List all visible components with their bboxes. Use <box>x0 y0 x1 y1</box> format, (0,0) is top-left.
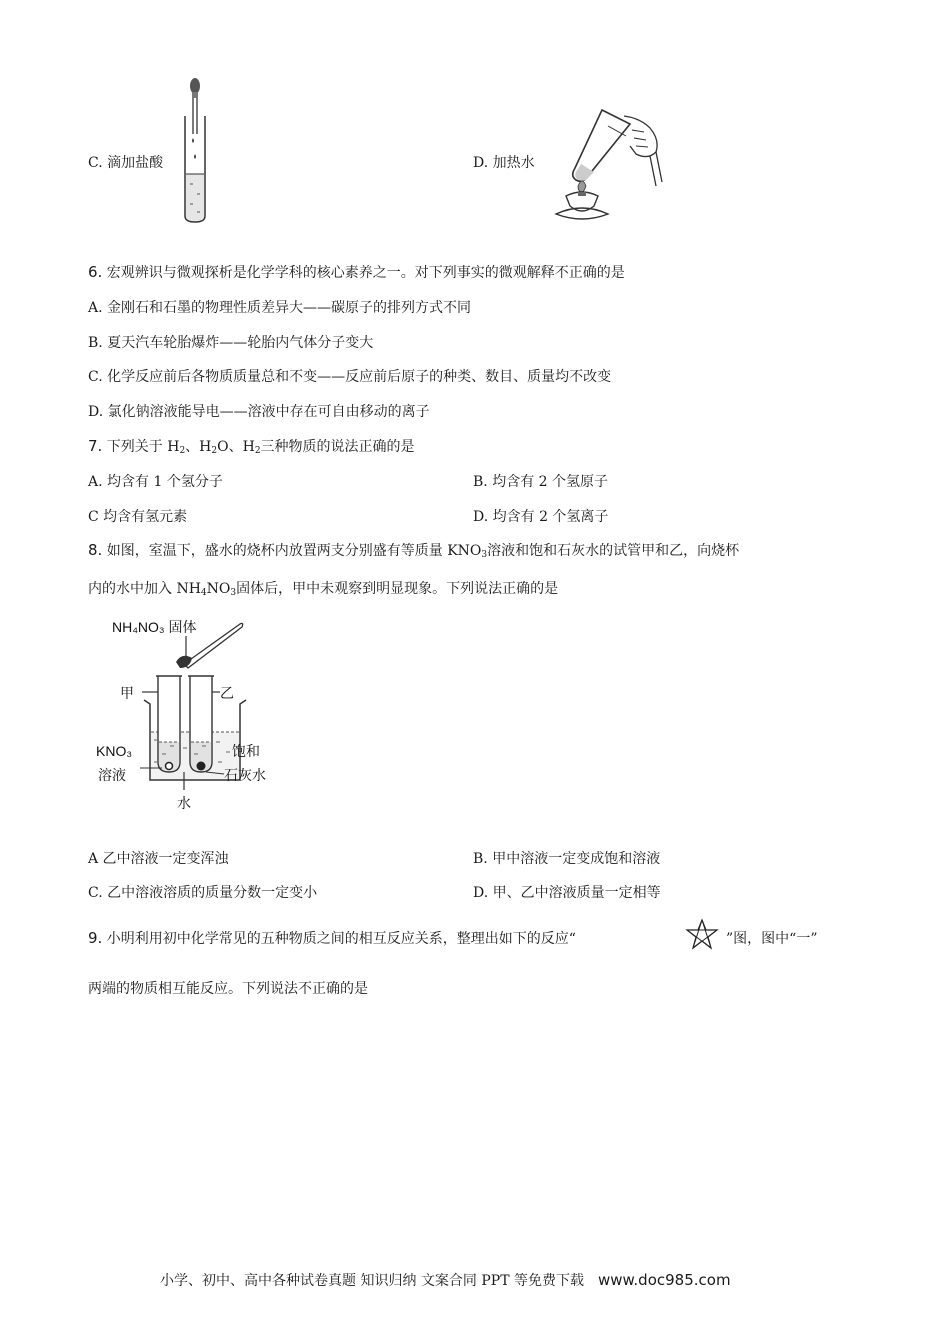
fig-label-water: 水 <box>177 795 191 811</box>
q8-option-b: B. 甲中溶液一定变成饱和溶液 <box>473 851 661 867</box>
q6-option-a: A. 金刚石和石墨的物理性质差异大——碳原子的排列方式不同 <box>88 300 472 316</box>
q6-option-c: C. 化学反应前后各物质质量总和不变——反应前后原子的种类、数目、质量均不改变 <box>88 369 612 385</box>
q7-number: 7. <box>88 437 103 455</box>
q6-stem <box>88 262 625 282</box>
q6-number: 6. <box>88 263 103 281</box>
q7-option-d: D. 均含有 2 个氢离子 <box>473 509 609 525</box>
q9-stem-line2: 两端的物质相互能反应。下列说法不正确的是 <box>88 981 368 997</box>
q6-stem-text: 宏观辨识与微观探析是化学学科的核心素养之一。对下列事实的微观解释不正确的是 <box>106 265 625 281</box>
fig-label-shihuishui: 石灰水 <box>224 767 266 783</box>
fig-label-solid: NH₄NO₃ 固体 <box>112 619 197 635</box>
q7-option-a: A. 均含有 1 个氢分子 <box>88 474 223 490</box>
q9-stem-line1-end: ”图，图中“一” <box>726 931 818 947</box>
heating-test-tube-figure <box>548 106 678 222</box>
fig-label-jia: 甲 <box>120 685 134 701</box>
q6-option-d: D. 氯化钠溶液能导电——溶液中存在可自由移动的离子 <box>88 404 430 420</box>
fig-label-kno3: KNO₃ <box>96 743 133 759</box>
q7-option-c: C 均含有氢元素 <box>88 509 188 525</box>
footer <box>160 1270 731 1290</box>
q7-stem: 7. 下列关于 $H_2$、$H_2O$、$H_2$三种物质的说法正确的是 <box>88 437 415 456</box>
q9-stem-line1-start: 9. 小明利用初中化学常见的五种物质之间的相互反应关系，整理出如下的反应“ <box>88 929 576 947</box>
q9-number: 9. <box>88 929 103 947</box>
star-diagram-icon <box>685 918 719 950</box>
q5-option-c: C. 滴加盐酸 <box>88 155 164 171</box>
q8-option-c: C. 乙中溶液溶质的质量分数一定变小 <box>88 885 318 901</box>
fig-label-baohe: 饱和 <box>232 743 260 759</box>
q7-option-b: B. 均含有 2 个氢原子 <box>473 474 608 490</box>
fig-label-rongye: 溶液 <box>98 767 126 783</box>
q8-number: 8. <box>88 541 103 559</box>
dropper-test-tube-figure <box>175 76 215 224</box>
q8-option-a: A 乙中溶液一定变浑浊 <box>88 851 229 867</box>
fig-label-yi: 乙 <box>220 685 234 701</box>
beaker-experiment-figure <box>90 612 290 818</box>
q6-option-b: B. 夏天汽车轮胎爆炸——轮胎内气体分子变大 <box>88 335 374 351</box>
q8-stem-line1: 8. 如图，室温下，盛水的烧杯内放置两支分别盛有等质量 $KNO_3$溶液和饱和石灰水的试管甲和乙，向烧杯 <box>88 541 740 560</box>
q8-option-d: D. 甲、乙中溶液质量一定相等 <box>473 885 661 901</box>
q8-stem-line2: 内的水中加入 $NH_4NO_3$固体后，甲中未观察到明显现象。下列说法正确的是 <box>88 581 559 598</box>
footer-text: 小学、初中、高中各种试卷真题 知识归纳 文案合同 PPT 等免费下载 <box>160 1273 584 1289</box>
footer-url-link[interactable]: www.doc985.com <box>597 1271 731 1289</box>
q5-option-d: D. 加热水 <box>473 155 535 171</box>
